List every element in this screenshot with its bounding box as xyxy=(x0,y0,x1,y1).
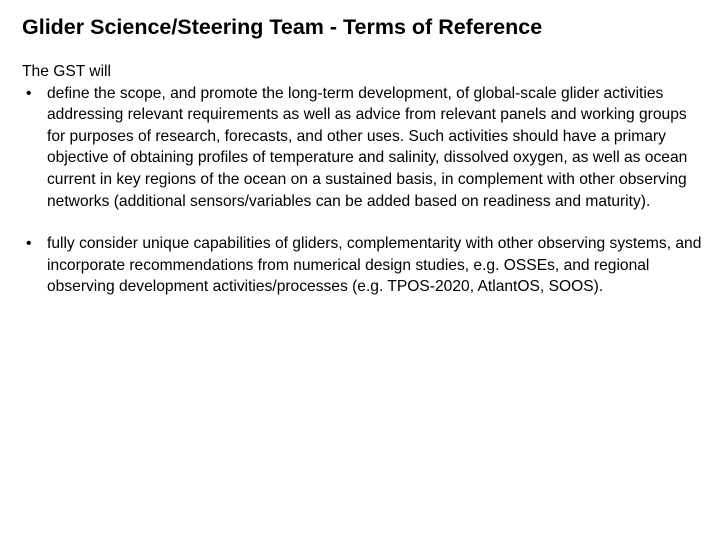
bullet-item xyxy=(22,83,708,213)
bullet-icon: • xyxy=(26,84,32,102)
intro-text: The GST will xyxy=(22,63,111,80)
bullet-list xyxy=(22,83,708,298)
bullet-text: define the scope, and promote the long-term development, of global-scale glider activities addressing relevant requirements as well as advice from relevant panels and working groups for purposes of research, forecasts, and other uses. Such activities should have a primary objective of obtaining profiles of temperature and salinity, dissolved oxygen, as well as ocean current in key regions of the ocean on a sustained basis, in complement with other observing networks (additional sensors/variables can be added based on readiness and maturity). xyxy=(47,84,688,210)
bullet-item xyxy=(22,233,708,298)
slide-body xyxy=(22,61,708,298)
slide-title: Glider Science/Steering Team - Terms of Reference xyxy=(22,15,543,39)
bullet-icon: • xyxy=(26,235,32,253)
bullet-text: fully consider unique capabilities of gliders, complementarity with other observing systems, and incorporate recommendations from numerical design studies, e.g. OSSEs, and regional observing development activities/processes (e.g. TPOS-2020, AtlantOS, SOOS). xyxy=(47,235,702,296)
